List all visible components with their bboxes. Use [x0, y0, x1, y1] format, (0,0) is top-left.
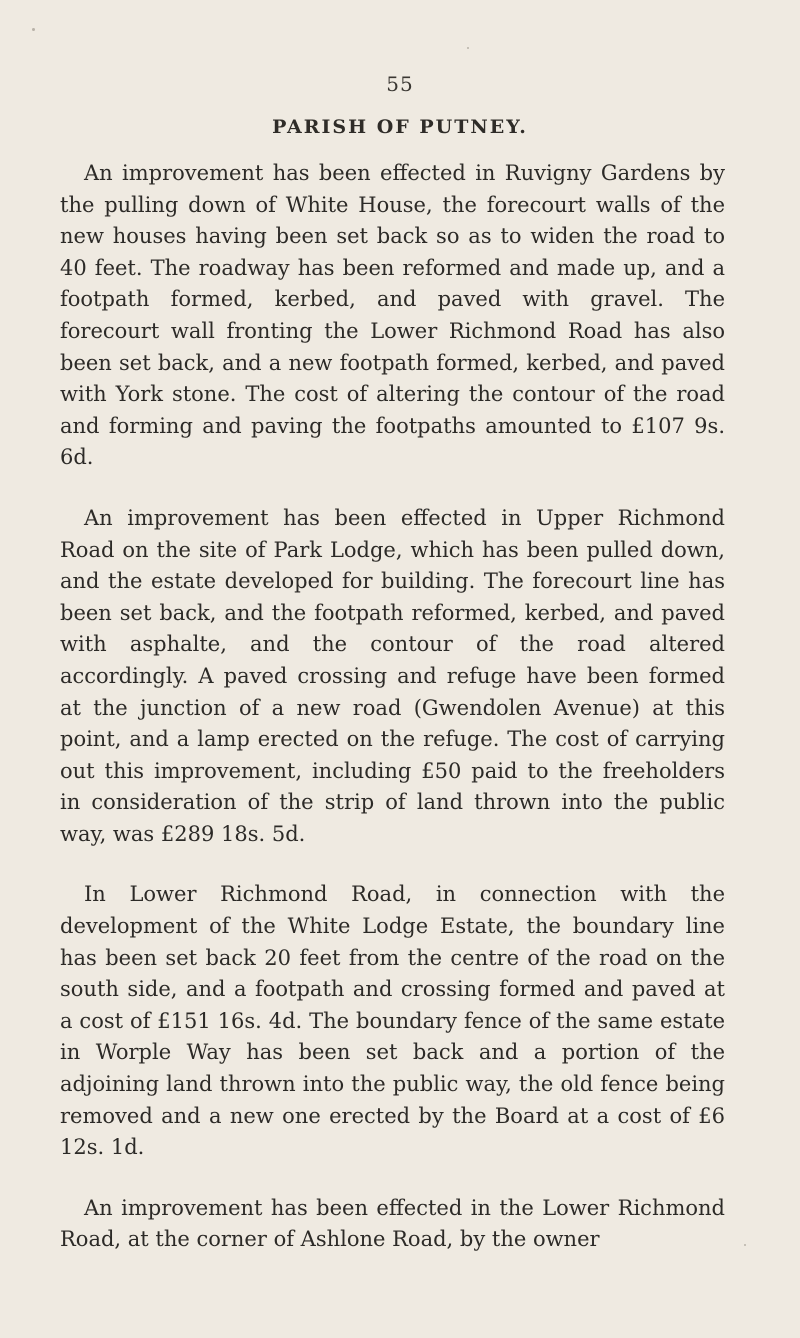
- paragraph-lower-richmond-road: In Lower Richmond Road, in connection with the development of the White Lodge Estate, the boundary line has been set back 20 feet from the centre of the road on the south side, and a footpath and crossing formed and paved at a cost of £151 16s. 4d. The boundary fence of the same estate in Worple Way has been set back and a portion of the adjoining land thrown into the public way, the old fence being removed and a new one erected by the Board at a cost of £6 12s. 1d.: [60, 882, 725, 1160]
- paragraph-ruvigny-gardens: An improvement has been effected in Ruvigny Gardens by the pulling down of White House, the forecourt walls of the new houses having been set back so as to widen the road to 40 feet. The roadway has been reformed and made up, and a footpath formed, kerbed, and paved with gravel. The forecourt wall fronting the Lower Richmond Road has also been set back, and a new footpath formed, kerbed, and paved with York stone. The cost of altering the contour of the road and forming and paving the footpaths amounted to £107 9s. 6d.: [60, 161, 725, 470]
- paper-speck: [32, 28, 35, 31]
- paper-speck: [744, 1244, 746, 1246]
- paper-speck: [467, 47, 469, 49]
- page-number: 55: [386, 72, 414, 96]
- page-title: PARISH OF PUTNEY.: [272, 116, 528, 138]
- paragraph-ashlone-road: An improvement has been effected in the Lower Richmond Road, at the corner of Ashlone Road, by the owner: [60, 1195, 725, 1252]
- body-text: [60, 158, 725, 1285]
- paragraph-upper-richmond-road: An improvement has been effected in Upper Richmond Road on the site of Park Lodge, which has been pulled down, and the estate developed for building. The forecourt line has been set back, and the footpath reformed, kerbed, and paved with asphalte, and the contour of the road altered accordingly. A paved crossing and refuge have been formed at the junction of a new road (Gwendolen Avenue) at this point, and a lamp erected on the refuge. The cost of carrying out this improvement, including £50 paid to the freeholders in consideration of the strip of land thrown into the public way, was £289 18s. 5d.: [60, 505, 725, 846]
